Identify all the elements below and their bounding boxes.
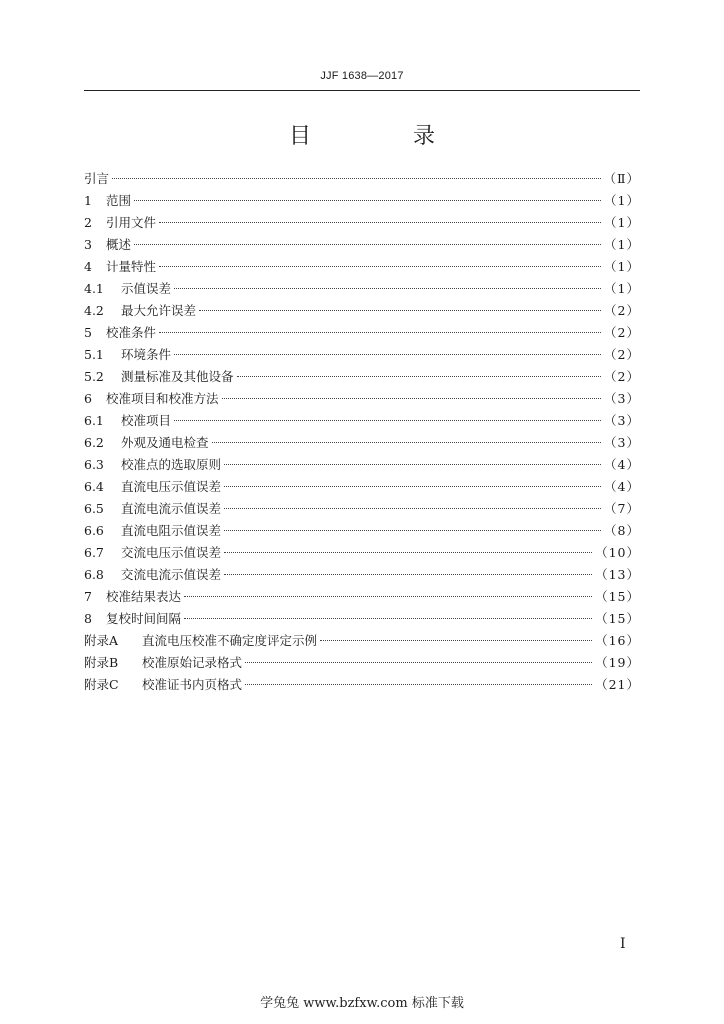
toc-entry-number: 6.4 [84,479,104,494]
toc-entry-label: 测量标准及其他设备 [121,369,234,384]
toc-entry-page: （8） [604,523,640,538]
toc-entry-label: 示值误差 [121,281,172,296]
toc-entry [84,498,640,520]
toc-entry-number: 5.2 [84,369,104,384]
toc-entry-page: （21） [595,677,640,692]
toc-entry [84,190,640,212]
toc-leader-dots [159,266,601,267]
toc-entry-page: （2） [604,347,640,362]
toc-entry-label: 复校时间间隔 [106,611,182,626]
toc-entry-number: 附录A [84,633,119,648]
page-number: I [620,936,626,952]
toc-entry [84,322,640,344]
toc-entry-number: 4.1 [84,281,104,296]
toc-entry-label: 交流电流示值误差 [121,567,222,582]
toc-entry-page: （4） [604,457,640,472]
toc-leader-dots [134,200,601,201]
toc-leader-dots [224,552,592,553]
toc-entry-page: （1） [604,281,640,296]
toc-entry [84,652,640,674]
toc-entry-label: 校准项目 [121,413,172,428]
toc-entry-label: 交流电压示值误差 [121,545,222,560]
toc-leader-dots [245,684,592,685]
toc-entry-page: （2） [604,303,640,318]
toc-entry-page: （1） [604,237,640,252]
toc-entry [84,630,640,652]
toc-entry [84,278,640,300]
toc-entry-label: 校准条件 [106,325,157,340]
toc-entry-number: 6.7 [84,545,104,560]
toc-leader-dots [184,596,592,597]
toc-leader-dots [224,486,601,487]
toc-leader-dots [174,420,601,421]
toc-entry-number: 2 [84,215,92,230]
toc-entry-page: （10） [595,545,640,560]
toc-entry-page: （2） [604,325,640,340]
toc-leader-dots [224,530,601,531]
toc-entry-label: 计量特性 [106,259,157,274]
toc-entry-page: （3） [604,413,640,428]
toc-entry-page: （3） [604,435,640,450]
toc-entry-number: 4.2 [84,303,104,318]
toc-entry [84,344,640,366]
toc-entry-page: （16） [595,633,640,648]
toc-entry-label: 校准原始记录格式 [142,655,243,670]
toc-entry [84,542,640,564]
toc-entry [84,256,640,278]
toc-entry-number: 5.1 [84,347,104,362]
toc-leader-dots [184,618,592,619]
toc-entry-label: 直流电压校准不确定度评定示例 [142,633,318,648]
toc-entry-label: 概述 [106,237,132,252]
toc-entry [84,564,640,586]
document-code: JJF 1638—2017 [320,70,404,82]
toc-entry-number: 附录C [84,677,119,692]
toc-entry-page: （1） [604,259,640,274]
toc-entry [84,366,640,388]
toc-entry-number: 7 [84,589,92,604]
toc-entry [84,454,640,476]
toc-entry [84,608,640,630]
toc-entry [84,388,640,410]
toc-leader-dots [174,354,601,355]
toc-entry [84,520,640,542]
toc-entry-page: （15） [595,589,640,604]
toc-entry-number: 6.2 [84,435,104,450]
toc-entry-number: 6.1 [84,413,104,428]
table-of-contents [84,168,640,696]
toc-entry-number: 6 [84,391,92,406]
toc-leader-dots [224,574,592,575]
toc-entry-number: 8 [84,611,92,626]
toc-entry-label: 范围 [106,193,132,208]
toc-leader-dots [237,376,602,377]
toc-leader-dots [224,508,601,509]
toc-entry [84,476,640,498]
toc-entry-number: 5 [84,325,92,340]
toc-entry-label: 校准结果表达 [106,589,182,604]
toc-entry-page: （13） [595,567,640,582]
toc-entry-number: 3 [84,237,92,252]
toc-entry [84,234,640,256]
toc-entry-label: 校准项目和校准方法 [106,391,219,406]
watermark-text: 学兔兔 www.bzfxw.com 标准下载 [260,996,464,1011]
toc-entry-label: 校准点的选取原则 [121,457,222,472]
toc-leader-dots [199,310,601,311]
toc-entry-number: 4 [84,259,92,274]
toc-entry-label: 环境条件 [121,347,172,362]
toc-entry-number: 6.8 [84,567,104,582]
toc-leader-dots [224,464,601,465]
toc-entry-page: （1） [604,193,640,208]
toc-leader-dots [134,244,601,245]
toc-leader-dots [159,332,601,333]
toc-entry-label: 直流电压示值误差 [121,479,222,494]
toc-title: 目 录 [288,124,475,149]
toc-entry [84,212,640,234]
toc-leader-dots [222,398,602,399]
toc-entry [84,300,640,322]
toc-entry-label: 直流电阻示值误差 [121,523,222,538]
toc-entry [84,168,640,190]
toc-entry-number: 6.5 [84,501,104,516]
toc-entry-label: 最大允许误差 [121,303,197,318]
toc-leader-dots [245,662,592,663]
toc-leader-dots [159,222,601,223]
toc-entry-number: 6.3 [84,457,104,472]
toc-entry-page: （Ⅱ） [603,171,640,186]
toc-entry-page: （15） [595,611,640,626]
toc-entry-page: （2） [604,369,640,384]
toc-entry-page: （4） [604,479,640,494]
toc-leader-dots [112,178,600,179]
toc-entry-number: 附录B [84,655,119,670]
toc-entry-page: （1） [604,215,640,230]
toc-entry-label: 引用文件 [106,215,157,230]
toc-entry-page: （3） [604,391,640,406]
toc-leader-dots [212,442,602,443]
toc-entry-page: （19） [595,655,640,670]
toc-entry [84,674,640,696]
toc-leader-dots [320,640,592,641]
toc-leader-dots [174,288,601,289]
toc-entry-label: 直流电流示值误差 [121,501,222,516]
toc-entry [84,432,640,454]
toc-entry-number: 1 [84,193,92,208]
toc-entry [84,586,640,608]
toc-entry-label: 引言 [84,171,110,186]
toc-entry-label: 外观及通电检查 [121,435,209,450]
toc-entry [84,410,640,432]
toc-entry-label: 校准证书内页格式 [142,677,243,692]
toc-entry-page: （7） [604,501,640,516]
toc-entry-number: 6.6 [84,523,104,538]
header-rule [84,90,640,91]
